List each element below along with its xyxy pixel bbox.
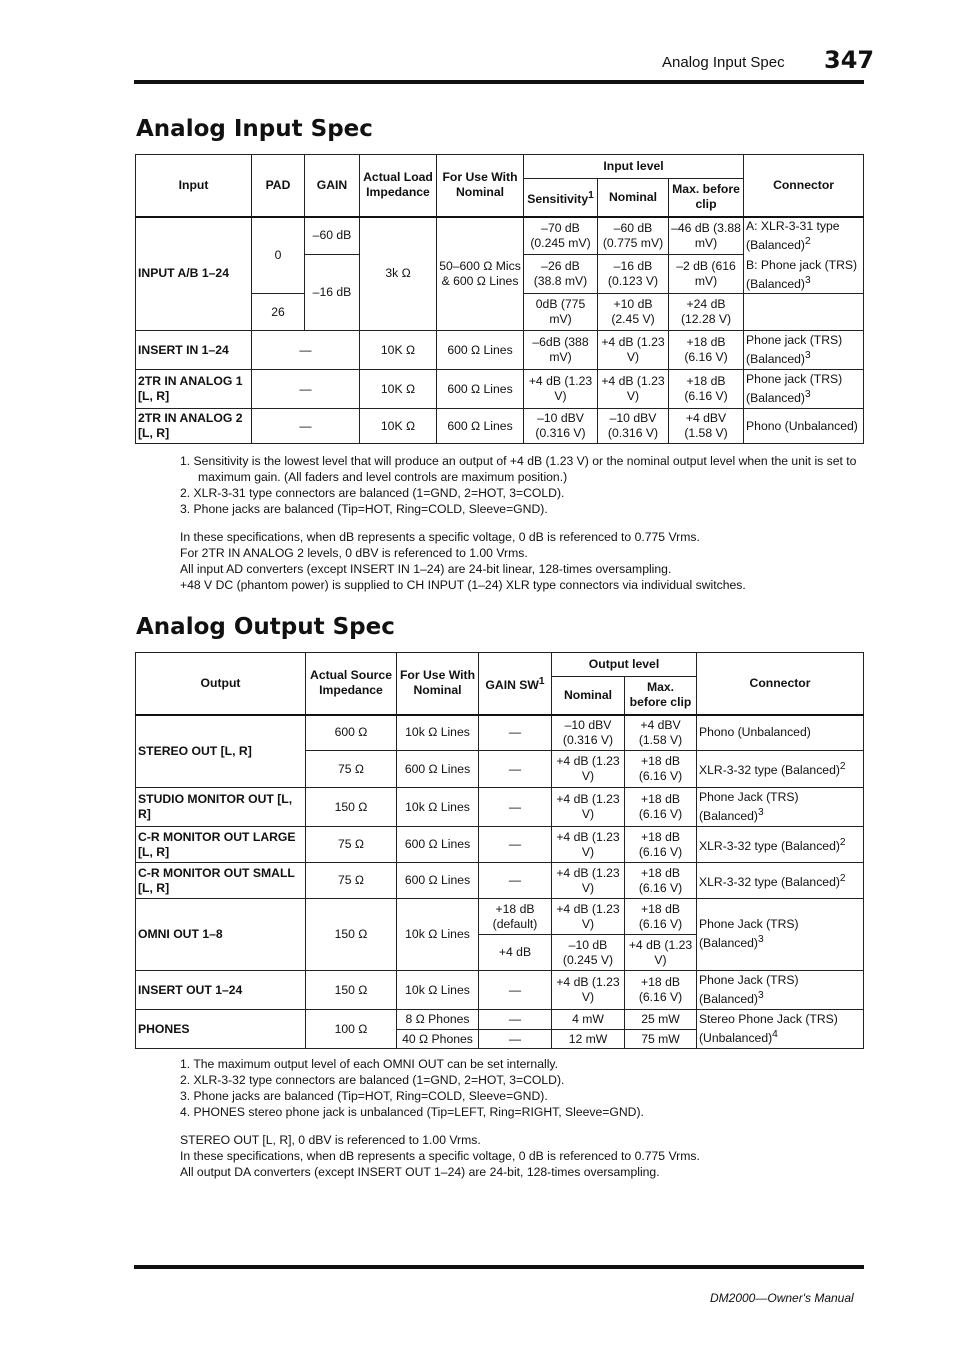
table-row: 26 0dB (775 mV) +10 dB (2.45 V) +24 dB (12.28 V) (136, 294, 864, 331)
table-row: INSERT IN 1–24 — 10K Ω 600 Ω Lines –6dB (388 mV) +4 dB (1.23 V) +18 dB (6.16 V) Phone jack (TRS) (Balanced)$^3$ (136, 331, 864, 370)
running-header: Analog Input Spec (662, 54, 785, 71)
col-nominal: For Use With Nominal (437, 155, 524, 217)
table-row: STUDIO MONITOR OUT [L, R] 150 Ω 10k Ω Lines — +4 dB (1.23 V) +18 dB (6.16 V) Phone Jack (TRS) (Balanced)$^3$ (136, 788, 864, 827)
col-max: Max. before clip (625, 677, 697, 715)
footnote: 4. PHONES stereo phone jack is unbalanced (Tip=LEFT, Ring=RIGHT, Sleeve=GND). (180, 1105, 644, 1119)
input-section-title: Analog Input Spec (136, 116, 373, 142)
col-sensitivity: Sensitivity$^1$ (524, 179, 598, 217)
footnote: 3. Phone jacks are balanced (Tip=HOT, Ring=COLD, Sleeve=GND). (180, 502, 548, 516)
output-notes (180, 1132, 870, 1180)
col-impedance: Actual Load Impedance (360, 155, 437, 217)
table-row: C-R MONITOR OUT SMALL [L, R] 75 Ω 600 Ω Lines — +4 dB (1.23 V) +18 dB (6.16 V) XLR-3-32 type (Balanced)$^2$ (136, 863, 864, 899)
col-connector: Connector (744, 155, 864, 217)
col-pad: PAD (252, 155, 305, 217)
input-notes (180, 529, 870, 593)
paragraph: All output DA converters (except INSERT OUT 1–24) are 24-bit, 128-times oversampling. (180, 1165, 660, 1179)
table-row: C-R MONITOR OUT LARGE [L, R] 75 Ω 600 Ω Lines — +4 dB (1.23 V) +18 dB (6.16 V) XLR-3-32 type (Balanced)$^2$ (136, 827, 864, 863)
connector-cell: A: XLR-3-31 type (Balanced)$^2$ B: Phone jack (TRS) (Balanced)$^3$ (744, 217, 864, 294)
table-row: +4 dB –10 dB (0.245 V) +4 dB (1.23 V) (136, 935, 864, 971)
input-spec-table (135, 154, 864, 444)
col-gain: GAIN (305, 155, 360, 217)
output-spec-table (135, 652, 864, 1049)
output-footnotes (180, 1056, 870, 1120)
table-row: 75 Ω 600 Ω Lines — +4 dB (1.23 V) +18 dB (6.16 V) XLR-3-32 type (Balanced)$^2$ (136, 751, 864, 788)
col-input-level: Input level (524, 155, 744, 179)
table-row: 40 Ω Phones — 12 mW 75 mW (136, 1030, 864, 1049)
output-section-title: Analog Output Spec (136, 614, 395, 640)
paragraph: In these specifications, when dB represents a specific voltage, 0 dB is referenced to 0.775 Vrms. (180, 1149, 700, 1163)
table-row: OMNI OUT 1–8 150 Ω 10k Ω Lines +18 dB (default) +4 dB (1.23 V) +18 dB (6.16 V) Phone Jack (TRS) (Balanced)$^3$ (136, 899, 864, 935)
col-max: Max. before clip (669, 179, 744, 217)
table-row: 2TR IN ANALOG 2 [L, R] — 10K Ω 600 Ω Lines –10 dBV (0.316 V) –10 dBV (0.316 V) +4 dBV (1.58 V) Phono (Unbalanced) (136, 409, 864, 444)
col-level-nominal: Nominal (552, 677, 625, 715)
col-input: Input (136, 155, 252, 217)
footnote: 3. Phone jacks are balanced (Tip=HOT, Ring=COLD, Sleeve=GND). (180, 1089, 548, 1103)
paragraph: +48 V DC (phantom power) is supplied to CH INPUT (1–24) XLR type connectors via individual switches. (180, 578, 746, 592)
page-number: 347 (824, 46, 875, 74)
col-output: Output (136, 653, 306, 715)
table-row: –16 dB –26 dB (38.8 mV) –16 dB (0.123 V) –2 dB (616 mV) (136, 255, 864, 294)
input-footnotes (180, 453, 870, 517)
table-row: INSERT OUT 1–24 150 Ω 10k Ω Lines — +4 dB (1.23 V) +18 dB (6.16 V) Phone Jack (TRS) (Balanced)$^3$ (136, 971, 864, 1010)
footnote: 2. XLR-3-32 type connectors are balanced (1=GND, 2=HOT, 3=COLD). (180, 1073, 565, 1087)
paragraph: For 2TR IN ANALOG 2 levels, 0 dBV is referenced to 1.00 Vrms. (180, 546, 528, 560)
table-row: 2TR IN ANALOG 1 [L, R] — 10K Ω 600 Ω Lines +4 dB (1.23 V) +4 dB (1.23 V) +18 dB (6.16 V) Phone jack (TRS) (Balanced)$^3$ (136, 370, 864, 409)
header-rule (134, 80, 864, 84)
footnote: 1. The maximum output level of each OMNI OUT can be set internally. (180, 1057, 558, 1071)
col-nominal: For Use With Nominal (397, 653, 479, 715)
col-level-nominal: Nominal (598, 179, 669, 217)
paragraph: All input AD converters (except INSERT IN 1–24) are 24-bit linear, 128-times oversampling. (180, 562, 672, 576)
footnote: 2. XLR-3-31 type connectors are balanced (1=GND, 2=HOT, 3=COLD). (180, 486, 565, 500)
table-row: STEREO OUT [L, R] 600 Ω 10k Ω Lines — –10 dBV (0.316 V) +4 dBV (1.58 V) Phono (Unbalanced) (136, 715, 864, 751)
footer-rule (134, 1265, 864, 1269)
paragraph: In these specifications, when dB represents a specific voltage, 0 dB is referenced to 0.775 Vrms. (180, 530, 700, 544)
col-gain-sw: GAIN $SW^1$ (479, 653, 552, 715)
col-output-level: Output level (552, 653, 697, 677)
footnote: 1. Sensitivity is the lowest level that will produce an output of +4 dB (1.23 V) or the nominal output level when the unit is set to maximum gain. (All faders and level controls are maximum position.) (180, 454, 857, 484)
col-connector: Connector (697, 653, 864, 715)
paragraph: STEREO OUT [L, R], 0 dBV is referenced to 1.00 Vrms. (180, 1133, 481, 1147)
table-row: INPUT A/B 1–24 0 –60 dB 3k Ω 50–600 Ω Mics & 600 Ω Lines –70 dB (0.245 mV) –60 dB (0.775 mV) –46 dB (3.88 mV) A: XLR-3-31 type (Balanced)$^2$ B: Phone jack (TRS) (Balanced)$^3$ (136, 217, 864, 255)
col-impedance: Actual Source Impedance (306, 653, 397, 715)
table-row: PHONES 100 Ω 8 Ω Phones — 4 mW 25 mW Stereo Phone Jack (TRS) (Unbalanced)$^4$ (136, 1010, 864, 1030)
footer-text: DM2000—Owner's Manual (710, 1291, 854, 1305)
